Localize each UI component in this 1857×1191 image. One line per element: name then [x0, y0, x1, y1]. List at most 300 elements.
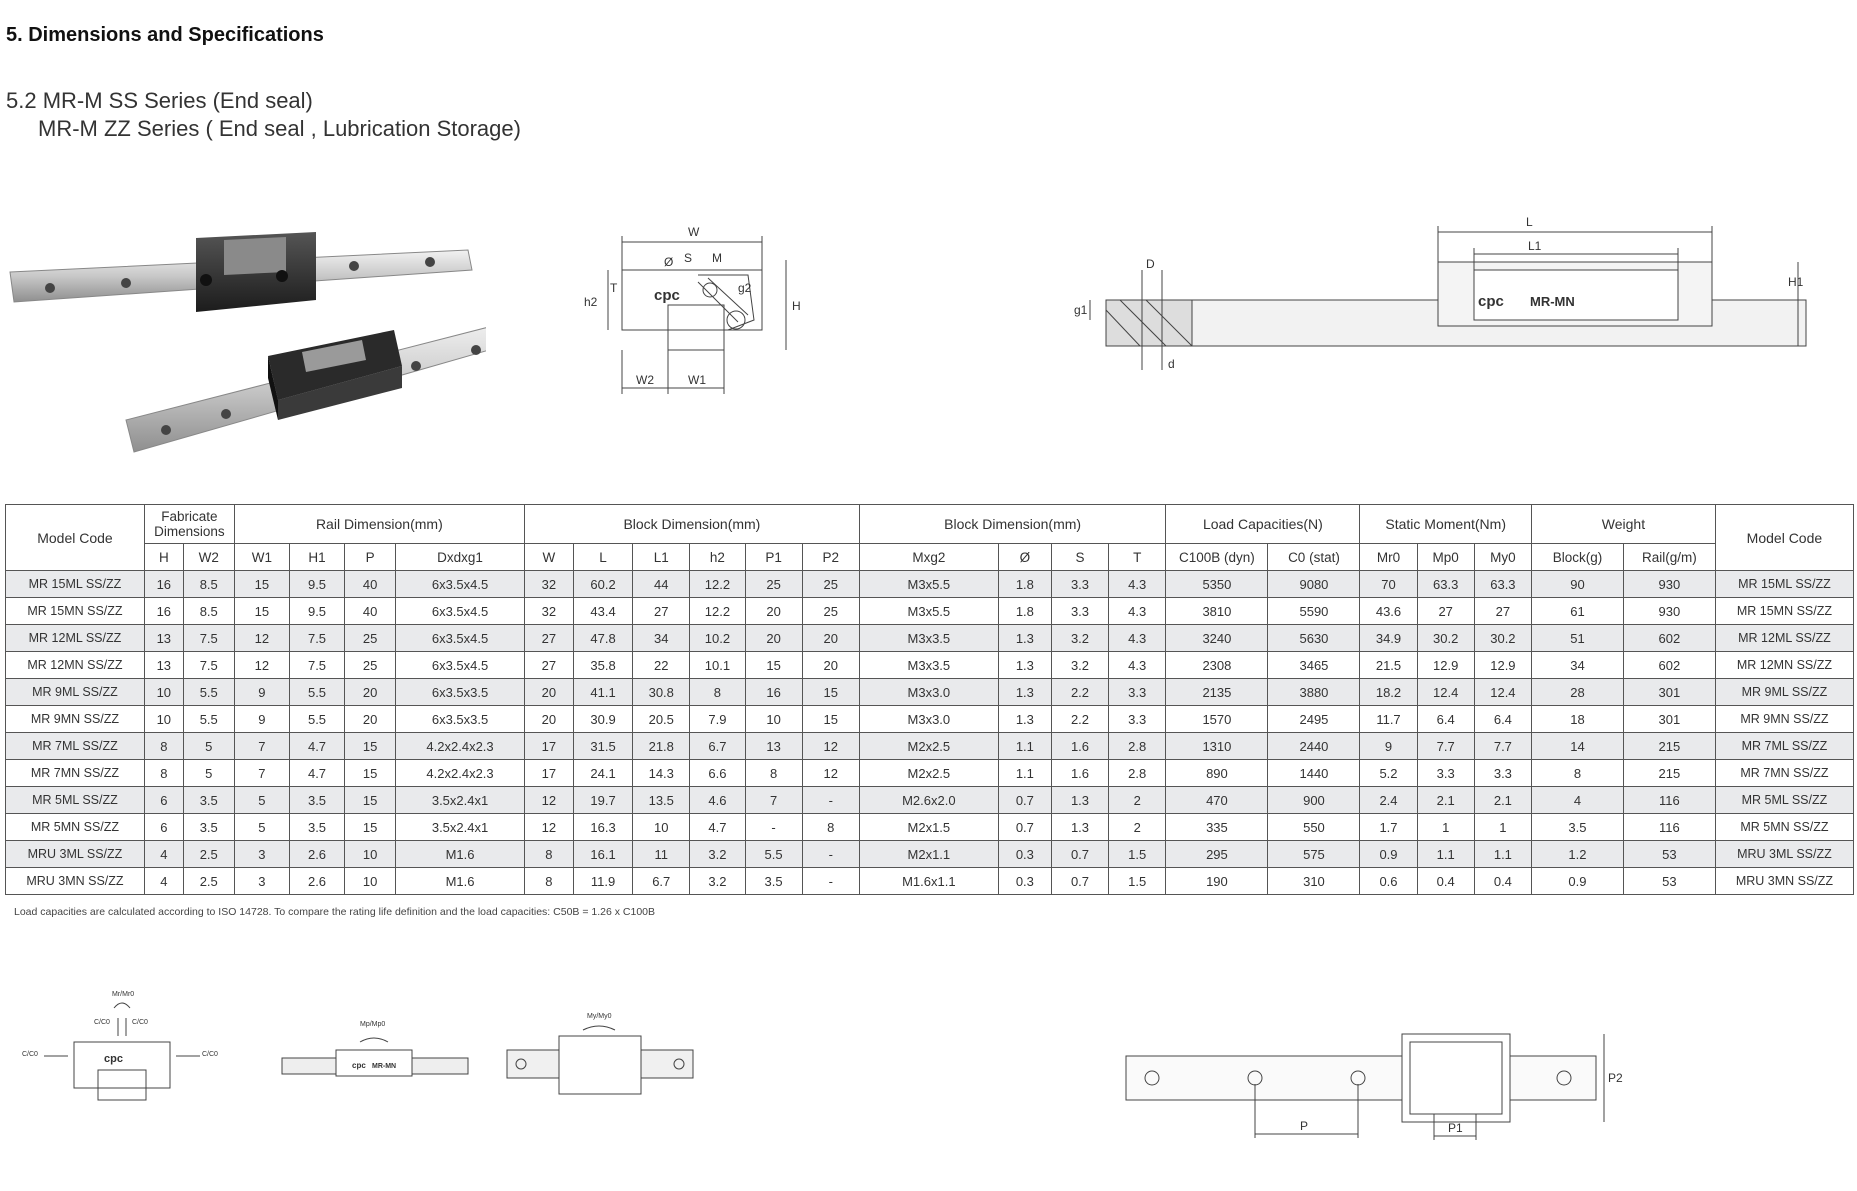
sub-header-cell: L [573, 544, 632, 571]
label-c-top-left: C/C0 [94, 1019, 110, 1026]
value-cell: 3465 [1268, 652, 1360, 679]
model-code-cell: MR 15MN SS/ZZ [6, 598, 145, 625]
sub-header-cell: W1 [234, 544, 289, 571]
table-row [6, 760, 1854, 787]
sub-header-cell: Mr0 [1360, 544, 1417, 571]
value-cell: 17 [524, 760, 573, 787]
value-cell: 31.5 [573, 733, 632, 760]
value-cell: 930 [1623, 571, 1715, 598]
value-cell: M3x3.5 [859, 652, 998, 679]
header-rail: Rail Dimension(mm) [234, 505, 524, 544]
value-cell: 12.2 [690, 598, 745, 625]
brand-logo: cpc [654, 287, 680, 304]
value-cell: 20 [524, 679, 573, 706]
sub-header-cell: Rail(g/m) [1623, 544, 1715, 571]
model-code-cell: MRU 3ML SS/ZZ [1715, 841, 1853, 868]
load-diagram-top [505, 1010, 695, 1110]
sub-header-cell: T [1109, 544, 1166, 571]
model-code-cell: MR 5ML SS/ZZ [1715, 787, 1853, 814]
value-cell: 4 [144, 841, 183, 868]
model-code-cell: MRU 3MN SS/ZZ [1715, 868, 1853, 895]
value-cell: 9 [234, 706, 289, 733]
label-w2: W2 [636, 373, 654, 387]
value-cell: 21.5 [1360, 652, 1417, 679]
value-cell: 1310 [1166, 733, 1268, 760]
value-cell: 7.7 [1417, 733, 1474, 760]
label-c-right: C/C0 [202, 1051, 218, 1058]
sub-header-cell: Mp0 [1417, 544, 1474, 571]
value-cell: 24.1 [573, 760, 632, 787]
header-load: Load Capacities(N) [1166, 505, 1360, 544]
sub-header-cell: h2 [690, 544, 745, 571]
label-d-top: D [1146, 257, 1155, 271]
value-cell: 15 [345, 733, 396, 760]
value-cell: 12 [802, 760, 859, 787]
value-cell: 3.3 [1109, 679, 1166, 706]
model-code-cell: MRU 3ML SS/ZZ [6, 841, 145, 868]
value-cell: 4.3 [1109, 652, 1166, 679]
value-cell: 43.4 [573, 598, 632, 625]
value-cell: 8 [144, 733, 183, 760]
model-code-cell: MR 9MN SS/ZZ [1715, 706, 1853, 733]
table-row [6, 625, 1854, 652]
value-cell: 6x3.5x4.5 [396, 625, 525, 652]
value-cell: 1.2 [1532, 841, 1624, 868]
value-cell: 5 [183, 760, 234, 787]
value-cell: 30.9 [573, 706, 632, 733]
sub-header-cell: P [345, 544, 396, 571]
value-cell: 7.9 [690, 706, 745, 733]
value-cell: 116 [1623, 814, 1715, 841]
value-cell: 5.5 [745, 841, 802, 868]
value-cell: 1.6 [1051, 760, 1108, 787]
model-code-cell: MR 7MN SS/ZZ [6, 760, 145, 787]
value-cell: 53 [1623, 841, 1715, 868]
value-cell: 890 [1166, 760, 1268, 787]
value-cell: 25 [802, 571, 859, 598]
value-cell: 7.5 [183, 625, 234, 652]
value-cell: 13.5 [633, 787, 690, 814]
value-cell: 6x3.5x4.5 [396, 598, 525, 625]
value-cell: 63.3 [1474, 571, 1531, 598]
label-p2: P2 [1608, 1071, 1623, 1085]
value-cell: 1.1 [1417, 841, 1474, 868]
value-cell: 5.5 [289, 706, 344, 733]
value-cell: 15 [745, 652, 802, 679]
value-cell: 3.5 [1532, 814, 1624, 841]
value-cell: 2.6 [289, 841, 344, 868]
value-cell: 3.3 [1417, 760, 1474, 787]
value-cell: 3810 [1166, 598, 1268, 625]
value-cell: 16 [745, 679, 802, 706]
value-cell: 6x3.5x3.5 [396, 706, 525, 733]
model-code-cell: MR 7ML SS/ZZ [1715, 733, 1853, 760]
value-cell: 0.9 [1532, 868, 1624, 895]
value-cell: 4.7 [289, 733, 344, 760]
value-cell: 12 [234, 652, 289, 679]
value-cell: 8 [1532, 760, 1624, 787]
sub-header-cell: My0 [1474, 544, 1531, 571]
value-cell: 2.1 [1417, 787, 1474, 814]
value-cell: 930 [1623, 598, 1715, 625]
value-cell: 32 [524, 571, 573, 598]
value-cell: 5.5 [183, 679, 234, 706]
value-cell: 3.5 [289, 787, 344, 814]
value-cell: 3.3 [1051, 598, 1108, 625]
subsection-title-2: MR-M ZZ Series ( End seal , Lubrication Storage) [38, 116, 521, 141]
value-cell: 25 [745, 571, 802, 598]
value-cell: 4.7 [289, 760, 344, 787]
value-cell: 6x3.5x4.5 [396, 571, 525, 598]
value-cell: 2 [1109, 787, 1166, 814]
value-cell: 550 [1268, 814, 1360, 841]
table-row [6, 706, 1854, 733]
value-cell: 1 [1417, 814, 1474, 841]
value-cell: 1440 [1268, 760, 1360, 787]
value-cell: 0.7 [1051, 868, 1108, 895]
value-cell: 215 [1623, 760, 1715, 787]
value-cell: M1.6x1.1 [859, 868, 998, 895]
model-code-cell: MRU 3MN SS/ZZ [6, 868, 145, 895]
value-cell: 32 [524, 598, 573, 625]
model-code-cell: MR 7MN SS/ZZ [1715, 760, 1853, 787]
value-cell: 3.5x2.4x1 [396, 814, 525, 841]
value-cell: 27 [633, 598, 690, 625]
sub-header-cell: H1 [289, 544, 344, 571]
rail-top-view [1124, 1028, 1624, 1148]
sub-header-cell: C0 (stat) [1268, 544, 1360, 571]
label-w1: W1 [688, 373, 706, 387]
value-cell: M3x3.5 [859, 625, 998, 652]
value-cell: 2495 [1268, 706, 1360, 733]
value-cell: 10 [144, 706, 183, 733]
sub-header-row [6, 544, 1854, 571]
value-cell: 1.3 [998, 706, 1051, 733]
value-cell: M2x1.1 [859, 841, 998, 868]
table-body [6, 571, 1854, 895]
value-cell: 27 [1417, 598, 1474, 625]
value-cell: M2x2.5 [859, 733, 998, 760]
sub-header-cell: Mxg2 [859, 544, 998, 571]
label-h2: h2 [584, 295, 598, 309]
value-cell: 3 [234, 841, 289, 868]
value-cell: 2135 [1166, 679, 1268, 706]
value-cell: 40 [345, 571, 396, 598]
value-cell: 1.5 [1109, 841, 1166, 868]
value-cell: 2.8 [1109, 760, 1166, 787]
table-row [6, 841, 1854, 868]
value-cell: 12.4 [1417, 679, 1474, 706]
value-cell: 0.7 [998, 814, 1051, 841]
value-cell: 8 [524, 868, 573, 895]
spec-table [5, 504, 1854, 895]
value-cell: 13 [745, 733, 802, 760]
value-cell: 295 [1166, 841, 1268, 868]
value-cell: 1.5 [1109, 868, 1166, 895]
value-cell: 301 [1623, 679, 1715, 706]
value-cell: 12 [234, 625, 289, 652]
value-cell: 2.6 [289, 868, 344, 895]
value-cell: 30.2 [1474, 625, 1531, 652]
value-cell: 11.9 [573, 868, 632, 895]
label-l1: L1 [1528, 239, 1542, 253]
value-cell: 12 [524, 787, 573, 814]
value-cell: 15 [802, 679, 859, 706]
value-cell: 3 [234, 868, 289, 895]
label-p: P [1300, 1119, 1309, 1133]
value-cell: 20 [802, 625, 859, 652]
model-code-cell: MR 15ML SS/ZZ [1715, 571, 1853, 598]
value-cell: 1.6 [1051, 733, 1108, 760]
header-moment: Static Moment(Nm) [1360, 505, 1532, 544]
value-cell: - [802, 868, 859, 895]
value-cell: 3880 [1268, 679, 1360, 706]
value-cell: 7.5 [183, 652, 234, 679]
value-cell: 0.6 [1360, 868, 1417, 895]
value-cell: 9 [1360, 733, 1417, 760]
value-cell: 27 [524, 652, 573, 679]
value-cell: 20 [802, 652, 859, 679]
value-cell: 30.2 [1417, 625, 1474, 652]
sub-header-cell: Ø [998, 544, 1051, 571]
value-cell: 3.2 [1051, 625, 1108, 652]
value-cell: - [745, 814, 802, 841]
value-cell: 12 [524, 814, 573, 841]
value-cell: 8.5 [183, 571, 234, 598]
label-h1: H1 [1788, 275, 1804, 289]
value-cell: 9.5 [289, 571, 344, 598]
value-cell: 60.2 [573, 571, 632, 598]
value-cell: 10.2 [690, 625, 745, 652]
value-cell: 0.7 [1051, 841, 1108, 868]
value-cell: 4.2x2.4x2.3 [396, 733, 525, 760]
model-code-cell: MR 15MN SS/ZZ [1715, 598, 1853, 625]
value-cell: 5 [234, 814, 289, 841]
value-cell: 7.7 [1474, 733, 1531, 760]
value-cell: M3x3.0 [859, 679, 998, 706]
label-my: My/My0 [587, 1013, 612, 1020]
value-cell: 12.4 [1474, 679, 1531, 706]
value-cell: 15 [345, 787, 396, 814]
value-cell: M2x2.5 [859, 760, 998, 787]
sub-header-cell: P2 [802, 544, 859, 571]
value-cell: 9.5 [289, 598, 344, 625]
value-cell: 0.4 [1474, 868, 1531, 895]
value-cell: 7.5 [289, 652, 344, 679]
value-cell: 53 [1623, 868, 1715, 895]
value-cell: 3.5x2.4x1 [396, 787, 525, 814]
value-cell: M3x5.5 [859, 571, 998, 598]
value-cell: 10 [345, 868, 396, 895]
table-row [6, 679, 1854, 706]
value-cell: 10 [633, 814, 690, 841]
sub-header-cell: L1 [633, 544, 690, 571]
value-cell: 7 [234, 733, 289, 760]
sub-header-cell: P1 [745, 544, 802, 571]
value-cell: - [802, 841, 859, 868]
value-cell: 17 [524, 733, 573, 760]
cross-section-drawing [578, 220, 848, 400]
value-cell: 43.6 [1360, 598, 1417, 625]
label-mr: Mr/Mr0 [112, 991, 135, 998]
value-cell: 4.3 [1109, 571, 1166, 598]
value-cell: 1.3 [998, 625, 1051, 652]
table-row [6, 571, 1854, 598]
value-cell: 6.4 [1474, 706, 1531, 733]
label-w: W [688, 225, 700, 239]
label-g2: g2 [738, 281, 752, 295]
value-cell: 12.9 [1474, 652, 1531, 679]
value-cell: 14.3 [633, 760, 690, 787]
value-cell: 63.3 [1417, 571, 1474, 598]
value-cell: 8 [745, 760, 802, 787]
value-cell: 3.5 [745, 868, 802, 895]
value-cell: M3x3.0 [859, 706, 998, 733]
value-cell: 2.5 [183, 868, 234, 895]
value-cell: 9 [234, 679, 289, 706]
value-cell: 116 [1623, 787, 1715, 814]
value-cell: 2.4 [1360, 787, 1417, 814]
value-cell: 2.5 [183, 841, 234, 868]
value-cell: 470 [1166, 787, 1268, 814]
sub-header-cell: S [1051, 544, 1108, 571]
model-logo: MR-MN [1530, 294, 1575, 309]
value-cell: 5 [183, 733, 234, 760]
value-cell: 35.8 [573, 652, 632, 679]
model-code-cell: MR 12ML SS/ZZ [1715, 625, 1853, 652]
model-code-cell: MR 12MN SS/ZZ [1715, 652, 1853, 679]
value-cell: 310 [1268, 868, 1360, 895]
value-cell: 1570 [1166, 706, 1268, 733]
value-cell: M1.6 [396, 841, 525, 868]
model-code-cell: MR 9MN SS/ZZ [6, 706, 145, 733]
value-cell: 1.3 [998, 652, 1051, 679]
value-cell: 2308 [1166, 652, 1268, 679]
value-cell: 34 [1532, 652, 1624, 679]
table-row [6, 787, 1854, 814]
label-l: L [1526, 215, 1533, 229]
brand-logo: cpc [352, 1061, 366, 1070]
label-h: H [792, 299, 801, 313]
value-cell: 15 [234, 598, 289, 625]
value-cell: 25 [345, 625, 396, 652]
value-cell: 4.7 [690, 814, 745, 841]
value-cell: 16 [144, 598, 183, 625]
value-cell: 10 [144, 679, 183, 706]
sub-header-cell: Block(g) [1532, 544, 1624, 571]
value-cell: 11.7 [1360, 706, 1417, 733]
value-cell: 5630 [1268, 625, 1360, 652]
value-cell: 8 [802, 814, 859, 841]
value-cell: 3.2 [1051, 652, 1108, 679]
model-code-cell: MR 5MN SS/ZZ [1715, 814, 1853, 841]
sub-header-cell: W2 [183, 544, 234, 571]
value-cell: 0.7 [998, 787, 1051, 814]
value-cell: 70 [1360, 571, 1417, 598]
value-cell: 8 [524, 841, 573, 868]
value-cell: 2 [1109, 814, 1166, 841]
model-code-cell: MR 12MN SS/ZZ [6, 652, 145, 679]
value-cell: 12 [802, 733, 859, 760]
value-cell: 13 [144, 625, 183, 652]
value-cell: 575 [1268, 841, 1360, 868]
model-code-cell: MR 9ML SS/ZZ [1715, 679, 1853, 706]
value-cell: 3.5 [183, 787, 234, 814]
value-cell: 10 [345, 841, 396, 868]
value-cell: 6x3.5x3.5 [396, 679, 525, 706]
value-cell: 3.2 [690, 841, 745, 868]
value-cell: 15 [802, 706, 859, 733]
value-cell: 22 [633, 652, 690, 679]
value-cell: 4.3 [1109, 598, 1166, 625]
value-cell: 15 [345, 760, 396, 787]
value-cell: 9080 [1268, 571, 1360, 598]
value-cell: 190 [1166, 868, 1268, 895]
value-cell: 215 [1623, 733, 1715, 760]
header-model-code: Model Code [6, 505, 145, 571]
label-c-top-right: C/C0 [132, 1019, 148, 1026]
value-cell: M2x1.5 [859, 814, 998, 841]
value-cell: 6.7 [690, 733, 745, 760]
value-cell: 6 [144, 814, 183, 841]
model-code-cell: MR 15ML SS/ZZ [6, 571, 145, 598]
value-cell: 4 [1532, 787, 1624, 814]
value-cell: 0.3 [998, 841, 1051, 868]
table-row [6, 868, 1854, 895]
value-cell: 11 [633, 841, 690, 868]
value-cell: 6 [144, 787, 183, 814]
subsection-title: 5.2 MR-M SS Series (End seal) [6, 88, 313, 113]
header-block-1: Block Dimension(mm) [524, 505, 859, 544]
value-cell: 8 [690, 679, 745, 706]
sub-header-cell: W [524, 544, 573, 571]
value-cell: 25 [802, 598, 859, 625]
value-cell: 8.5 [183, 598, 234, 625]
value-cell: 7.5 [289, 625, 344, 652]
value-cell: 335 [1166, 814, 1268, 841]
value-cell: 4.3 [1109, 625, 1166, 652]
value-cell: 5590 [1268, 598, 1360, 625]
value-cell: 602 [1623, 652, 1715, 679]
value-cell: 6x3.5x4.5 [396, 652, 525, 679]
value-cell: 1 [1474, 814, 1531, 841]
value-cell: 21.8 [633, 733, 690, 760]
value-cell: - [802, 787, 859, 814]
section-title: 5. Dimensions and Specifications [6, 24, 324, 46]
value-cell: 1.1 [998, 733, 1051, 760]
value-cell: 1.1 [998, 760, 1051, 787]
table-row [6, 814, 1854, 841]
value-cell: 0.9 [1360, 841, 1417, 868]
value-cell: 20 [745, 625, 802, 652]
value-cell: 3.2 [690, 868, 745, 895]
model-code-cell: MR 12ML SS/ZZ [6, 625, 145, 652]
value-cell: 2440 [1268, 733, 1360, 760]
model-code-cell: MR 7ML SS/ZZ [6, 733, 145, 760]
value-cell: 4 [144, 868, 183, 895]
value-cell: 0.3 [998, 868, 1051, 895]
label-p1: P1 [1448, 1121, 1463, 1135]
value-cell: 3.3 [1474, 760, 1531, 787]
sub-header-cell: H [144, 544, 183, 571]
value-cell: 34.9 [1360, 625, 1417, 652]
value-cell: 1.8 [998, 571, 1051, 598]
value-cell: 28 [1532, 679, 1624, 706]
load-diagram-front [22, 990, 222, 1110]
value-cell: 4.2x2.4x2.3 [396, 760, 525, 787]
value-cell: 7 [234, 760, 289, 787]
value-cell: 20 [524, 706, 573, 733]
